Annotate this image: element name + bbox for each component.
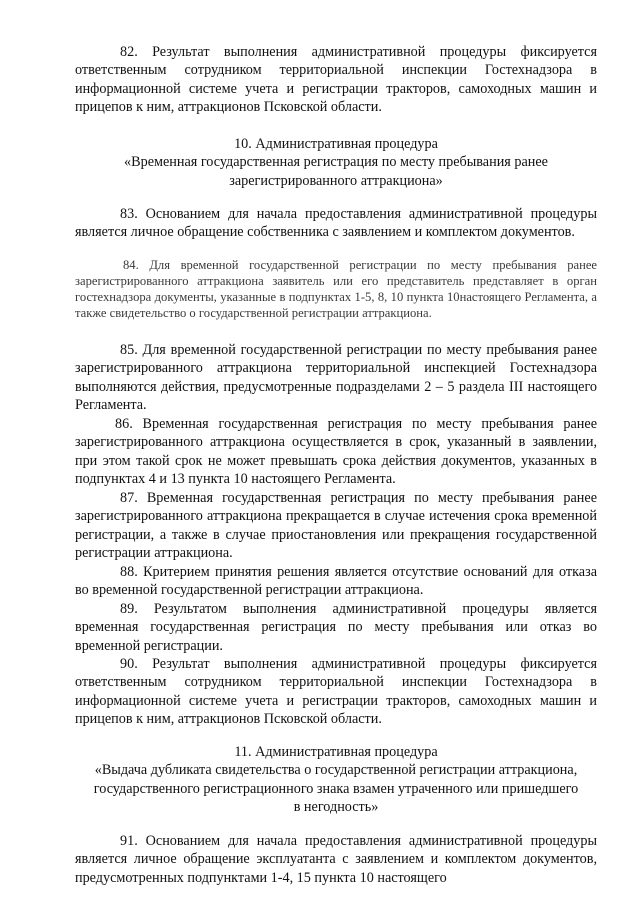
section-10-subtitle-line-1: «Временная государственная регистрация по месту пребывания ранее [124,154,548,171]
section-11-subtitle-line-1: «Выдача дубликата свидетельства о государственной регистрации аттракциона, [94,762,578,779]
section-10-heading [75,135,597,190]
paragraph-86: 86. Временная государственная регистрация по месту пребывания ранее зарегистрированного аттракциона осуществляется в срок, указанный в заявлении, при этом такой срок не может превышать срока действия документов, указанных в подпунктах 4 и 13 пункта 10 настоящего Регламента. [75,416,597,488]
paragraph-85: 85. Для временной государственной регистрации по месту пребывания ранее зарегистрированного аттракциона территориальной инспекцией Гостехнадзора выполняются действия, предусмотренные подразделами 2 – 5 раздела III настоящего Регламента. [75,342,597,414]
section-11-title: 11. Административная процедура [234,744,438,760]
paragraph-91: 91. Основанием для начала предоставления административной процедуры является личное обращение эксплуатанта с заявлением и комплектом документов, предусмотренных подпунктами 1-4, 15 пункта 10 настоящего [75,833,597,886]
section-10-subtitle-line-2: зарегистрированного аттракциона» [229,172,443,189]
paragraph-83: 83. Основанием для начала предоставления административной процедуры является личное обращение собственника с заявлением и комплектом документов. [75,206,597,241]
paragraph-87: 87. Временная государственная регистрация по месту пребывания ранее зарегистрированного аттракциона прекращается в случае истечения срока временной регистрации, а также в случае приостановления или прекращения государственной регистрации аттракциона. [75,490,597,562]
paragraph-88: 88. Критерием принятия решения является отсутствие оснований для отказа во временной государственной регистрации аттракциона. [75,564,597,599]
paragraph-90: 90. Результат выполнения административной процедуры фиксируется ответственным сотрудником территориальной инспекции Гостехнадзора в информационной системе учета и регистрации тракторов, самоходных машин и прицепов к ним, аттракционов Псковской области. [75,656,597,728]
section-10-title: 10. Административная процедура [234,136,438,152]
section-11-subtitle-line-3: в негодность» [293,799,379,816]
section-11-subtitle-line-2: государственного регистрационного знака взамен утраченного или пришедшего [93,780,579,797]
paragraph-89: 89. Результатом выполнения административной процедуры является временная государственная регистрация по месту пребывания или отказ во временной регистрации. [75,601,597,654]
paragraph-84: 84. Для временной государственной регистрации по месту пребывания ранее зарегистрированного аттракциона заявитель или его представитель представляет в орган гостехнадзора документы, указанные в подпунктах 1-5, 8, 10 пункта 10настоящего Регламента, а также свидетельство о государственной регистрации аттракциона. [75,258,597,320]
paragraph-82: 82. Результат выполнения административной процедуры фиксируется ответственным сотрудником территориальной инспекции Гостехнадзора в информационной системе учета и регистрации тракторов, самоходных машин и прицепов к ним, аттракционов Псковской области. [75,44,597,116]
section-11-heading [75,743,597,817]
